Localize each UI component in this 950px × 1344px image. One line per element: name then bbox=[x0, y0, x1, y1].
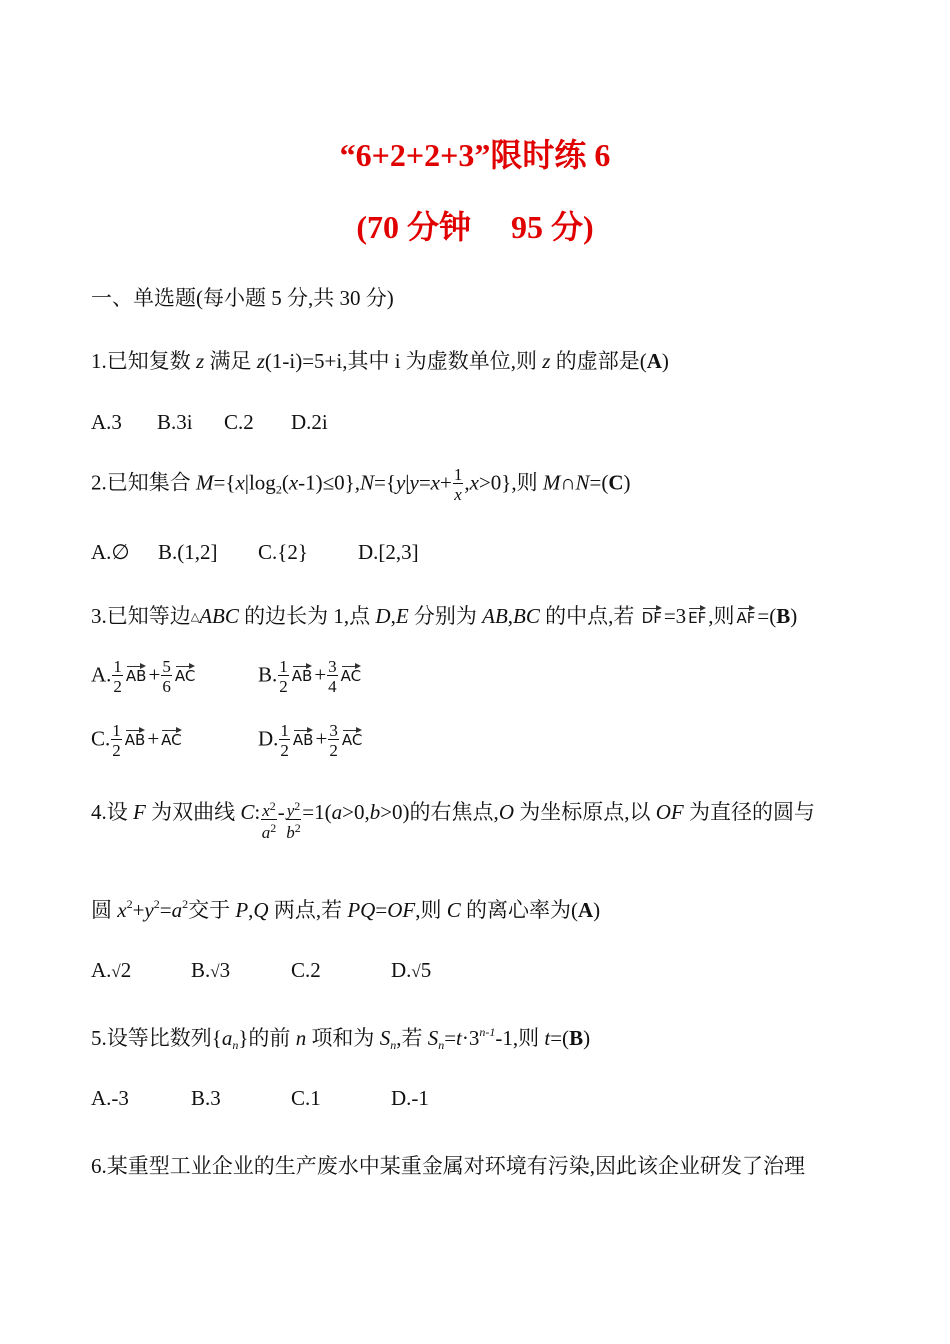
option: C.2 bbox=[291, 958, 321, 982]
option: A.∅ bbox=[91, 540, 130, 564]
fraction: $\frac{y^2}{b^2}$ bbox=[286, 799, 301, 842]
vector: EF bbox=[688, 603, 706, 627]
option: A.3 bbox=[91, 410, 122, 434]
fraction: $\frac{x^2}{a^2}$ bbox=[261, 799, 277, 842]
option-a: A. $\frac{1}{2}$ AB+ $\frac{5}{6}$ AC bbox=[91, 657, 196, 696]
option: D.2i bbox=[291, 410, 328, 434]
question-3: 3.已知等边△ABC 的边长为 1,点 D,E 分别为 AB,BC 的中点,若 DF=3 EF,则 AF=(B) bbox=[91, 604, 798, 628]
question-4-options bbox=[91, 958, 431, 983]
question-number: 5. bbox=[91, 1026, 107, 1050]
question-number: 2. bbox=[91, 470, 107, 495]
option: A.√2 bbox=[91, 958, 132, 982]
question-1-options bbox=[91, 410, 328, 435]
option: C.{2} bbox=[258, 540, 308, 564]
question-number: 6. bbox=[91, 1154, 107, 1178]
option: C.1 bbox=[291, 1086, 321, 1110]
option: B.(1,2] bbox=[158, 540, 218, 564]
page-subtitle: (70 分钟 95 分) bbox=[356, 209, 594, 245]
vector: DF bbox=[642, 603, 662, 627]
question-2: 2.已知集合 $M=\{x|\log_2(x-1)\le 0\},N=\{y|y=x+$ $\frac{1}{x}$ ,x>0},则 M∩N=(C) bbox=[91, 465, 631, 504]
answer: A bbox=[577, 898, 594, 922]
radical-icon: √ bbox=[411, 962, 421, 981]
answer: B bbox=[569, 1026, 584, 1050]
option: D.-1 bbox=[391, 1086, 429, 1110]
triangle-icon: △ bbox=[190, 611, 200, 623]
answer: B bbox=[776, 604, 791, 628]
question-number: 1. bbox=[91, 349, 107, 373]
section-heading: 一、单选题(每小题 5 分,共 30 分) bbox=[91, 286, 394, 310]
question-number: 3. bbox=[91, 604, 107, 628]
vector: AF bbox=[737, 603, 756, 627]
option: C.2 bbox=[224, 410, 254, 434]
answer: A bbox=[646, 349, 662, 373]
option: D.√5 bbox=[391, 958, 432, 982]
radical-icon: √ bbox=[210, 962, 220, 981]
option-c: C. $\frac{1}{2}$ AB+ AC bbox=[91, 721, 182, 760]
option: B.3 bbox=[191, 1086, 221, 1110]
question-3-options-row2 bbox=[91, 722, 364, 759]
question-6: 6.某重型工业企业的生产废水中某重金属对环境有污染,因此该企业研发了治理 bbox=[91, 1154, 805, 1178]
option: A.-3 bbox=[91, 1086, 129, 1110]
radical-icon: √ bbox=[111, 962, 121, 981]
option: D.[2,3] bbox=[358, 540, 419, 564]
page-title: “6+2+2+3”限时练 6 bbox=[339, 137, 611, 173]
fraction: $\frac{1}{x}$ bbox=[453, 465, 463, 504]
question-number: 4. bbox=[91, 800, 107, 824]
option: B.3i bbox=[157, 410, 193, 434]
question-4-line-2: 圆 $x^2+y^2=a^2$交于 P,Q 两点,若 PQ=OF,则 C 的离心率为(A) bbox=[91, 897, 601, 922]
question-3-options-row1 bbox=[91, 658, 363, 695]
option-b: B. $\frac{1}{2}$ AB+ $\frac{3}{4}$ AC bbox=[258, 657, 362, 696]
answer: C bbox=[608, 470, 624, 495]
question-2-options bbox=[91, 540, 419, 565]
question-5: 5.设等比数列$\{a_n\}$的前 n 项和为 $S_n$,若 $S_n=t\cdot 3^{n-1}-1$,则 t=(B) bbox=[91, 1025, 591, 1052]
option-d: D. $\frac{1}{2}$ AB+ $\frac{3}{2}$ AC bbox=[258, 721, 363, 760]
option: B.√3 bbox=[191, 958, 231, 982]
question-4: 4.设 F 为双曲线 C: $\frac{x^2}{a^2}$ - $\frac{y^2}{b^2}$ =1(a>0,b>0)的右焦点,O 为坐标原点,以 OF 为直径的圆与 bbox=[91, 799, 815, 842]
question-5-options bbox=[91, 1086, 429, 1111]
question-1: 1.已知复数 z 满足 z(1-i)=5+i,其中 i 为虚数单位,则 z 的虚部是(A) bbox=[91, 349, 669, 373]
